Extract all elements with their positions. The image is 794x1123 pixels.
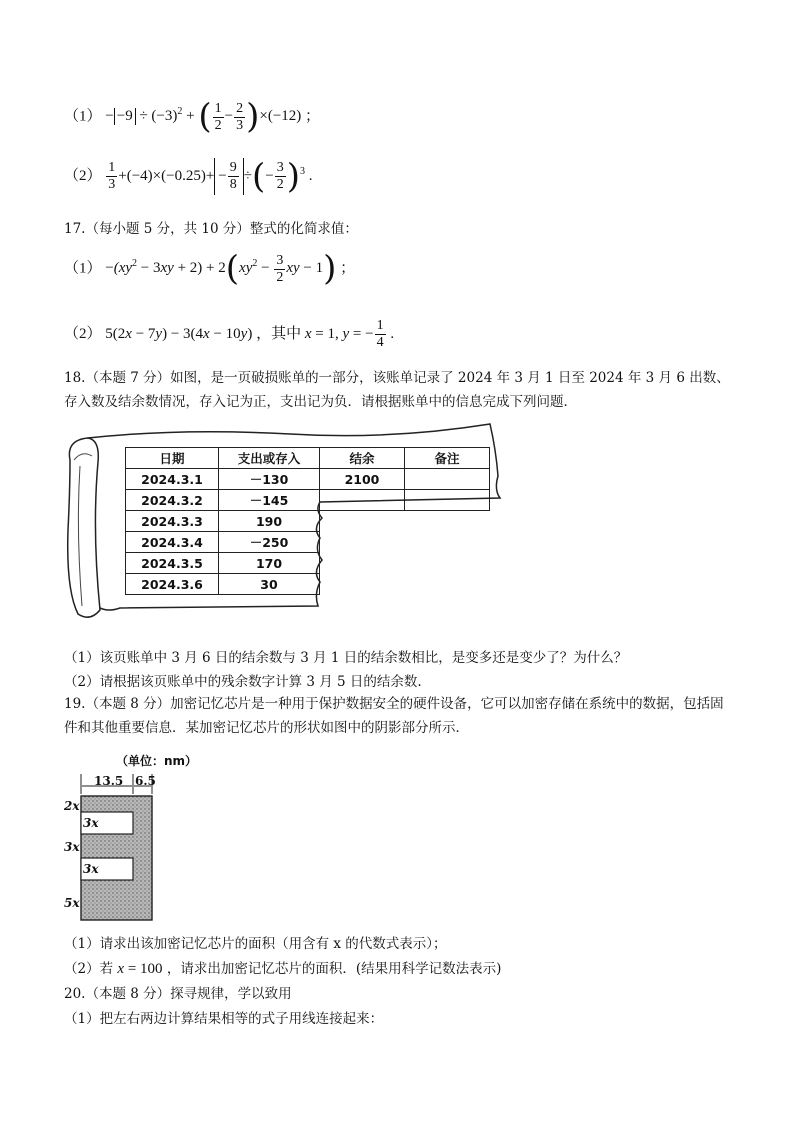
q17-p2-values: x = 1, y = − $\frac{1}{4}$ xyxy=(304,318,384,350)
bill-cell-note xyxy=(405,490,490,511)
bill-cell-date: 2024.3.1 xyxy=(126,469,219,490)
q16-part1 xyxy=(64,97,321,137)
inner-label-3x-top: 3x xyxy=(83,816,99,830)
q17-part1 xyxy=(64,249,356,289)
q17-title: 17.（每小题 5 分，共 10 分）整式的化简求值： xyxy=(64,221,358,237)
q18-sub2: （2）请根据该页账单中的残余数字计算 3 月 5 日的结余数. xyxy=(64,674,422,690)
bill-cell-amount: －250 xyxy=(219,532,320,553)
left-label-2x: 2x xyxy=(64,799,80,813)
q16-p1-label: （1） xyxy=(64,108,102,125)
q16-p1-expr: − $-9 \div (-3)^2$ + ( $\frac{1}{2}$ − $\frac{2}{3}$ )×(−12) xyxy=(105,97,302,137)
bill-row xyxy=(126,469,490,490)
q18-title: 18.（本题 7 分）如图，是一页破损账单的一部分，该账单记录了 2024 年 3 月 1 日至 2024 年 3 月 6 出数、存入数及结余数情况，存入记为正，支出记为负．请根据账单中的信息完成下列问题． xyxy=(64,370,730,410)
q17-p1-end: ； xyxy=(340,260,356,277)
bill-cell-amount: －130 xyxy=(219,469,320,490)
q19-sub2-post: ，请求出加密记忆芯片的面积．(结果用科学记数法表示) xyxy=(166,961,502,977)
q17-p2-mid: ，其中 xyxy=(256,325,302,342)
bill-row xyxy=(126,490,490,511)
bill-header-note: 备注 xyxy=(405,448,490,469)
q16-p2-label: （2） xyxy=(64,167,102,184)
bill-cell-amount: －145 xyxy=(219,490,320,511)
bill-header-row xyxy=(126,448,490,469)
bill-cell-balance: 2100 xyxy=(320,469,405,490)
q17-p1-expr: $-(xy^2 - 3xy + 2) + 2(xy^2$ − $\frac{3}{2}$ xy − 1) xyxy=(105,249,337,289)
chip-unit: （单位：nm） xyxy=(116,754,198,768)
q19-sub2-pre: （2）若 xyxy=(64,961,114,977)
bill-row xyxy=(126,511,490,532)
q18-sub1: （1）该页账单中 3 月 6 日的结余数与 3 月 1 日的结余数相比，是变多还是变少了？为什么？ xyxy=(64,650,628,666)
q19-sub2 xyxy=(64,957,501,978)
left-label-3x: 3x xyxy=(64,840,80,854)
q17-p2-end: . xyxy=(390,325,395,342)
q20-sub1: （1）把左右两边计算结果相等的式子用线连接起来： xyxy=(64,1011,384,1027)
bill-cell-amount: 190 xyxy=(219,511,320,532)
dim-13-5: 13.5 xyxy=(94,774,124,788)
bill-cell-balance xyxy=(320,490,405,511)
q19-sub2-condition: x = 100 xyxy=(117,961,163,977)
q17-p1-label: （1） xyxy=(64,260,102,277)
bill-cell-note xyxy=(405,469,490,490)
inner-label-3x-bottom: 3x xyxy=(83,862,99,876)
q17-p2-label: （2） xyxy=(64,325,102,342)
bill-header-balance: 结余 xyxy=(320,448,405,469)
dim-6-5: 6.5 xyxy=(135,774,156,788)
q20-title: 20.（本题 8 分）探寻规律，学以致用 xyxy=(64,986,292,1002)
bill-cell-date: 2024.3.4 xyxy=(126,532,219,553)
q19-sub1: （1）请求出该加密记忆芯片的面积（用含有 x 的代数式表示）； xyxy=(64,936,447,952)
q16-p2-expr: $\frac{1}{3}$ +(−4)×(−0.25)+ − $\frac{9}{8}$ ÷(− $\frac{3}{2}$ )$^3$ xyxy=(108,156,305,197)
left-label-5x: 5x xyxy=(64,896,80,910)
q19-title: 19.（本题 8 分）加密记忆芯片是一种用于保护数据安全的硬件设备，它可以加密存储在系统中的数据，包括固件和其他重要信息．某加密记忆芯片的形状如图中的阴影部分所示． xyxy=(64,696,724,736)
bill-cell-date: 2024.3.3 xyxy=(126,511,219,532)
bill-cell-date: 2024.3.6 xyxy=(126,574,219,595)
bill-cell-date: 2024.3.5 xyxy=(126,553,219,574)
bill-header-amount: 支出或存入 xyxy=(219,448,320,469)
q16-p1-end: ； xyxy=(305,108,321,125)
bill-cell-date: 2024.3.2 xyxy=(126,490,219,511)
q16-part2 xyxy=(64,158,313,195)
q17-p2-expr: 5(2x − 7y) − 3(4x − 10y) xyxy=(105,325,253,342)
bill-cell-amount: 170 xyxy=(219,553,320,574)
bill-torn-area xyxy=(320,511,490,595)
q17-part2 xyxy=(64,318,394,351)
bill-header-date: 日期 xyxy=(126,448,219,469)
bill-cell-amount: 30 xyxy=(219,574,320,595)
bill-table xyxy=(125,447,490,595)
q16-p2-end: . xyxy=(308,167,313,184)
